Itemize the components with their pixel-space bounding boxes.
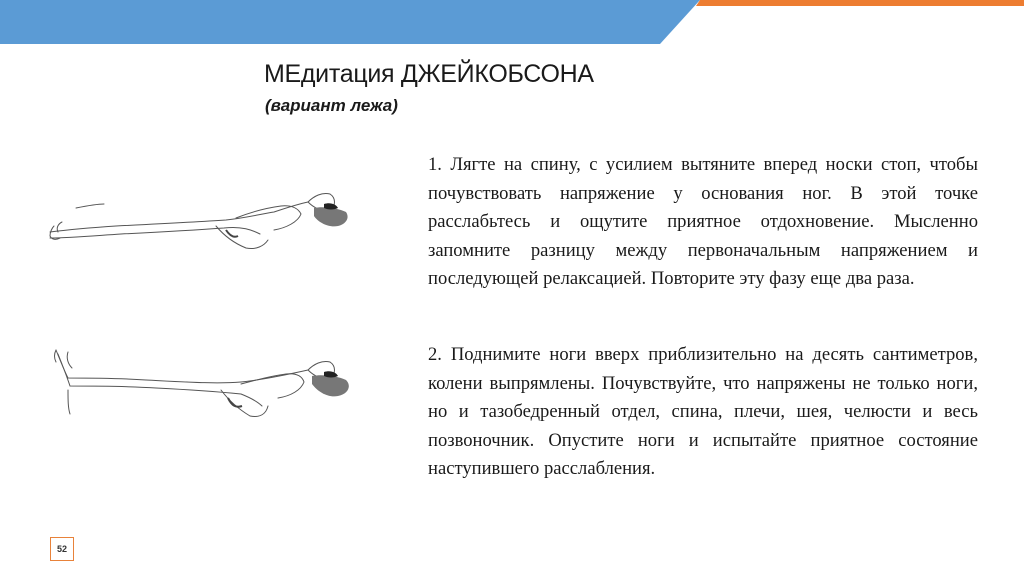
instruction-step-2: 2. Поднимите ноги вверх приблизительно на десять сантиметров, колени выпрямлены. Почувствуйте, что напряжены не только ноги, но и тазобедренный отдел, спина, плечи, шея, челюсти и весь позвоночник. Опустите ноги и испытайте приятное состояние наступившего расслабления.	[428, 344, 978, 480]
slide-subtitle: (вариант лежа)	[265, 96, 398, 115]
lying-figure-illustration	[46, 178, 366, 258]
top-banner	[0, 0, 1024, 44]
instruction-step-1: 1. Лягте на спину, с усилием вытяните вперед носки стоп, чтобы почувствовать напряжение у основания ног. В этой точке расслабьтесь и ощутите приятное отдохновение. Мысленно запомните разницу между первоначальным напряжением и последующей релаксацией. Повторите эту фазу еще два раза.	[428, 154, 978, 290]
head-shadow	[314, 207, 348, 226]
page-number-badge: 52	[50, 537, 74, 561]
slide-title: МЕдитация ДЖЕЙКОБСОНА	[264, 60, 594, 88]
top-banner-orange	[696, 0, 1024, 6]
head-shadow	[312, 375, 349, 396]
top-banner-blue	[0, 0, 700, 44]
raised-legs-figure-illustration	[46, 340, 366, 440]
